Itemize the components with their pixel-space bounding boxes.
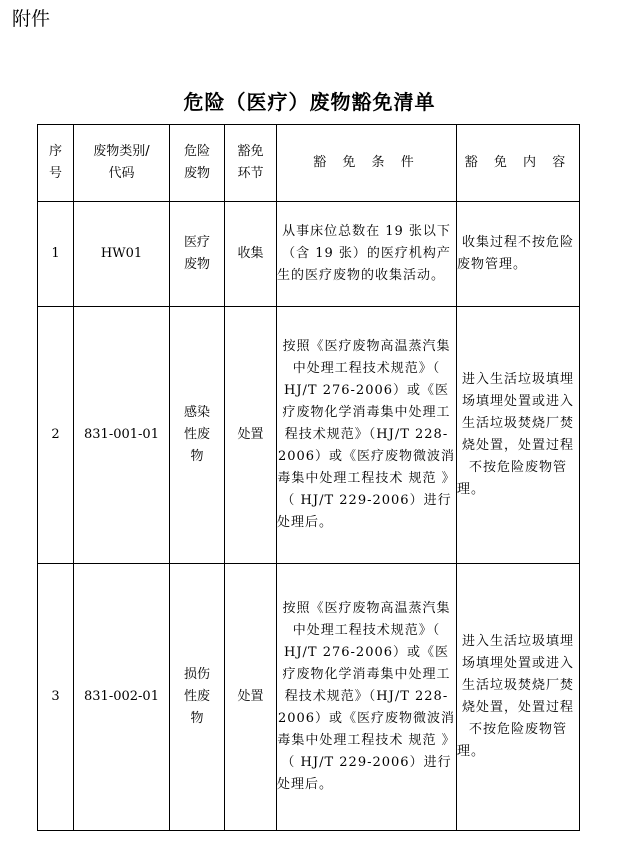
header-condition: 豁 免 条 件: [277, 125, 457, 202]
row-content: 进入生活垃圾填埋场填埋处置或进入生活垃圾焚烧厂焚烧处置，处置过程不按危险废物管理。: [457, 564, 580, 831]
table-header-row: [38, 125, 580, 202]
table-row: [38, 202, 580, 307]
row-index: 2: [38, 307, 74, 564]
attachment-label: 附件: [12, 8, 51, 30]
row-condition: 从事床位总数在 19 张以下（含 19 张）的医疗机构产生的医疗废物的收集活动。: [277, 202, 457, 307]
row-code: HW01: [74, 202, 170, 307]
row-index: 3: [38, 564, 74, 831]
row-content: 进入生活垃圾填埋场填埋处置或进入生活垃圾焚烧厂焚烧处置，处置过程不按危险废物管理。: [457, 307, 580, 564]
header-index: 序号: [38, 125, 74, 202]
document-title: 危险（医疗）废物豁免清单: [183, 90, 436, 114]
row-stage: 处置: [225, 564, 277, 831]
row-code: 831-002-01: [74, 564, 170, 831]
row-stage: 处置: [225, 307, 277, 564]
header-content: 豁 免 内 容: [457, 125, 580, 202]
row-condition: 按照《医疗废物高温蒸汽集中处理工程技术规范》（ HJ/T 276-2006）或《医疗废物化学消毒集中处理工程技术规范》（HJ/T 228-2006）或《医疗废物微波消毒集中处理工程技术 规范 》（ HJ/T 229-2006）进行处理后。: [277, 564, 457, 831]
row-condition: 按照《医疗废物高温蒸汽集中处理工程技术规范》（ HJ/T 276-2006）或《医疗废物化学消毒集中处理工程技术规范》（HJ/T 228-2006）或《医疗废物微波消毒集中处理工程技术 规范 》（ HJ/T 229-2006）进行处理后。: [277, 307, 457, 564]
row-content: 收集过程不按危险废物管理。: [457, 202, 580, 307]
row-index: 1: [38, 202, 74, 307]
table-row: [38, 307, 580, 564]
exemption-table: [37, 124, 580, 831]
row-waste: 医疗废物: [170, 202, 225, 307]
header-category: 废物类别/代码: [74, 125, 170, 202]
table-row: [38, 564, 580, 831]
row-waste: 损伤性废物: [170, 564, 225, 831]
row-stage: 收集: [225, 202, 277, 307]
header-waste: 危险废物: [170, 125, 225, 202]
row-code: 831-001-01: [74, 307, 170, 564]
row-waste: 感染性废物: [170, 307, 225, 564]
header-stage: 豁免环节: [225, 125, 277, 202]
